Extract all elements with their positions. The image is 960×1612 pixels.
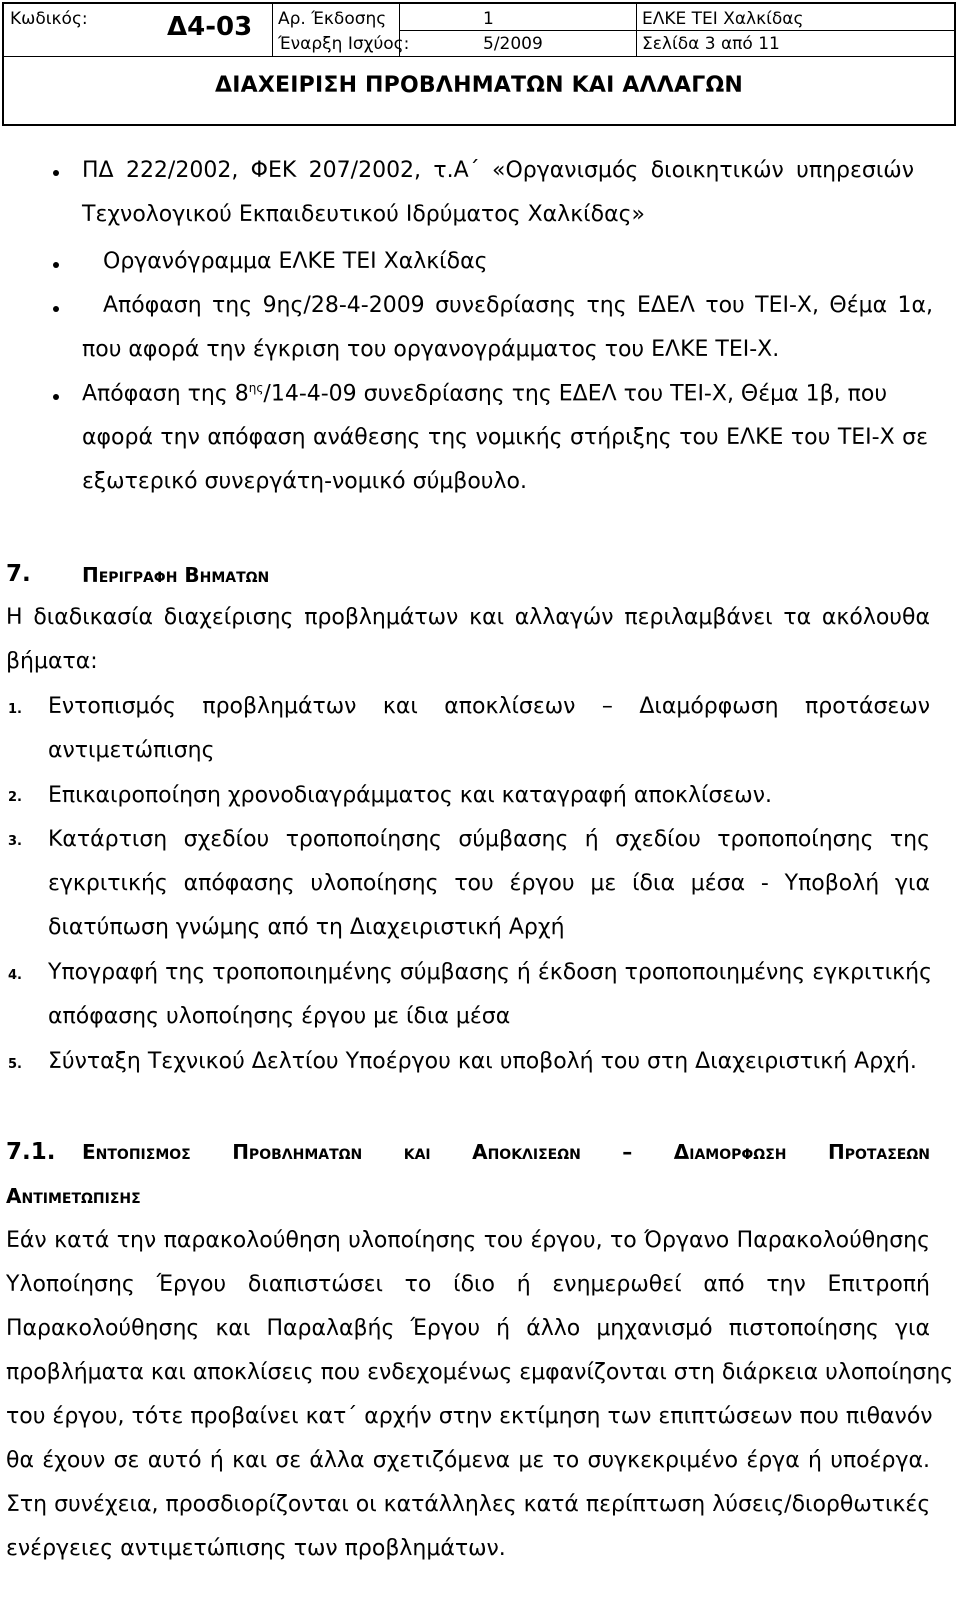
divider [272,4,273,56]
list-item-continuation: αφορά την απόφαση ανάθεσης της νομικής στήριξης του ΕΛΚΕ του ΤΕΙ-Χ σε [82,425,928,450]
paragraph-line: θα έχουν σε αυτό ή και σε άλλα σχετιζόμενα με το συγκεκριμένο έργα ή υποέργα. [6,1448,930,1473]
edition-label: Αρ. Έκδοσης [278,9,387,29]
paragraph-line: Εάν κατά την παρακολούθηση υλοποίησης του έργου, το Όργανο Παρακολούθησης [6,1228,930,1253]
section-number: 7.1. [6,1139,56,1165]
list-item-text: /14-4-09 συνεδρίασης της ΕΔΕΛ του ΤΕΙ-Χ, Θέμα 1β, που [263,381,888,407]
step-text: Σύνταξη Τεχνικού Δελτίου Υποέργου και υποβολή του στη Διαχειριστική Αρχή. [48,1049,917,1074]
step-text: Εντοπισμός προβλημάτων και αποκλίσεων – Διαμόρφωση προτάσεων [48,694,930,719]
step-text-continuation: απόφασης υλοποίησης έργου με ίδια μέσα [48,1004,511,1029]
paragraph-line: του έργου, τότε προβαίνει κατ΄ αρχήν στην εκτίμηση των επιπτώσεων που πιθανόν [6,1404,933,1429]
page-title: ΔΙΑΧΕΙΡΙΣΗ ΠΡΟΒΛΗΜΑΤΩΝ ΚΑΙ ΑΛΛΑΓΩΝ [215,73,743,98]
step-number: 3. [8,834,22,849]
list-item: Απόφαση της 9ης/28-4-2009 συνεδρίασης της ΕΔΕΛ του ΤΕΙ-Χ, Θέμα 1α, [103,293,933,318]
step-text: Υπογραφή της τροποποιημένης σύμβασης ή έκδοση τροποποιημένης εγκριτικής [48,960,932,985]
page-number: Σελίδα 3 από 11 [642,34,780,54]
section-intro-continuation: βήματα: [6,649,98,674]
step-text: Επικαιροποίηση χρονοδιαγράμματος και καταγραφή αποκλίσεων. [48,783,773,808]
document-code: Δ4-03 [167,12,253,42]
section-number: 7. [6,561,31,587]
paragraph-line: ενέργειες αντιμετώπισης των προβλημάτων. [6,1536,506,1561]
start-label: Έναρξη Ισχύος: [278,34,410,54]
step-number: 4. [8,968,22,983]
bullet-icon [53,394,59,400]
paragraph-line: προβλήματα και αποκλίσεις που ενδεχομένως εμφανίζονται στη διάρκεια υλοποίησης [6,1360,954,1385]
section-title: Εντοπισμος Προβληματων και Αποκλισεων – Διαμορφωση Προτασεων [82,1140,930,1164]
list-item: ΠΔ 222/2002, ΦΕΚ 207/2002, τ.Α΄ «Οργανισμός διοικητικών υπηρεσιών [82,158,914,183]
list-item-continuation: εξωτερικό συνεργάτη-νομικό σύμβουλο. [82,469,527,494]
divider [4,56,954,57]
step-text-continuation: διατύπωση γνώμης από τη Διαχειριστική Αρχή [48,915,565,940]
list-item [82,381,887,406]
list-item: Οργανόγραμμα ΕΛΚΕ ΤΕΙ Χαλκίδας [103,249,488,274]
section-title: Περιγραφη Βηματων [82,563,270,587]
bullet-icon [53,262,59,268]
list-item-text: Απόφαση της 8 [82,381,249,407]
section-intro: Η διαδικασία διαχείρισης προβλημάτων και αλλαγών περιλαμβάνει τα ακόλουθα [6,605,930,630]
edition-value: 1 [483,9,494,29]
ordinal-suffix: ης [248,381,264,395]
step-number: 5. [8,1057,22,1072]
list-item-continuation: Τεχνολογικού Εκπαιδευτικού Ιδρύματος Χαλκίδας» [82,202,645,227]
step-text-continuation: εγκριτικής απόφασης υλοποίησης του έργου με ίδια μέσα - Υποβολή για [48,871,930,896]
paragraph-line: Υλοποίησης Έργου διαπιστώσει το ίδιο ή ενημερωθεί από την Επιτροπή [6,1272,930,1297]
bullet-icon [53,170,59,176]
paragraph-line: Στη συνέχεια, προσδιορίζονται οι κατάλληλες κατά περίπτωση λύσεις/διορθωτικές [6,1492,931,1517]
divider [399,30,954,31]
step-number: 1. [8,702,22,717]
paragraph-line: Παρακολούθησης και Παραλαβής Έργου ή άλλο μηχανισμό πιστοποίησης για [6,1316,930,1341]
start-value: 5/2009 [483,34,543,54]
step-text-continuation: αντιμετώπισης [48,738,215,763]
list-item-continuation: που αφορά την έγκριση του οργανογράμματος του ΕΛΚΕ ΤΕΙ-Χ. [82,337,780,362]
bullet-icon [53,306,59,312]
section-title-continuation: Αντιμετωπισης [6,1184,141,1208]
step-text: Κατάρτιση σχεδίου τροποποίησης σύμβασης ή σχεδίου τροποποίησης της [48,827,930,852]
organization: ΕΛΚΕ ΤΕΙ Χαλκίδας [642,9,804,29]
document-header [2,2,956,126]
code-label: Κωδικός: [10,9,88,29]
step-number: 2. [8,790,22,805]
